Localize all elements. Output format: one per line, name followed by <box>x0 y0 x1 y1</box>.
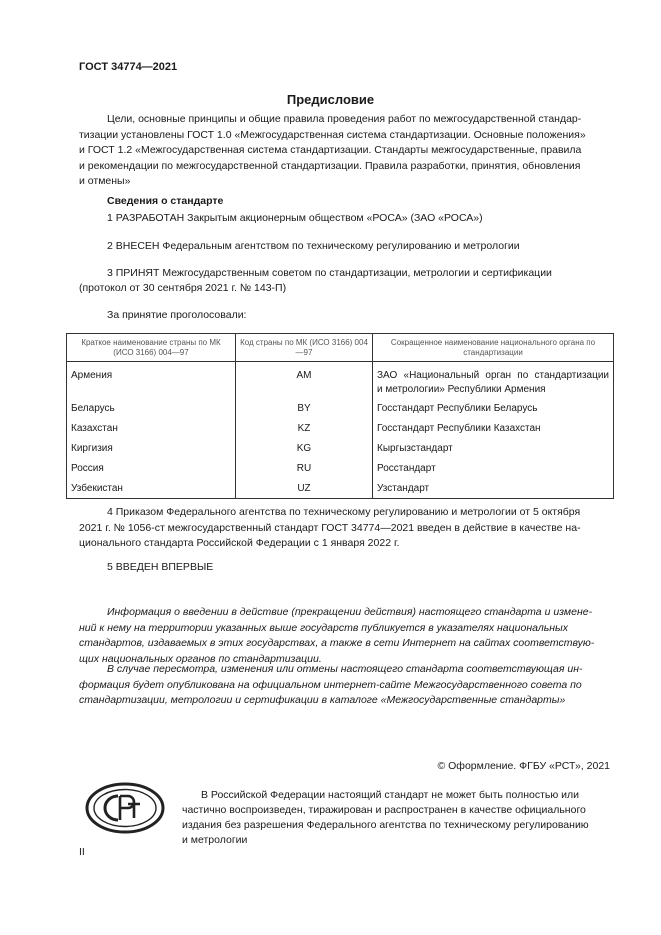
item5: 5 ВВЕДЕН ВПЕРВЫЕ <box>107 561 214 573</box>
restriction-line-4: и метрологии <box>182 834 248 846</box>
document-code: ГОСТ 34774—2021 <box>79 61 178 73</box>
table-row <box>67 417 614 437</box>
voted-label: За принятие проголосовали: <box>107 309 247 321</box>
section-title: Предисловие <box>286 92 375 107</box>
copyright: © Оформление. ФГБУ «РСТ», 2021 <box>437 760 610 772</box>
table-cell-body: Госстандарт Республики Беларусь <box>373 397 614 417</box>
notice-p2-line-1: В случае пересмотра, изменения или отмены настоящего стандарта соответствующая ин- <box>107 663 583 675</box>
item-adopted-line-2: (протокол от 30 сентября 2021 г. № 143-П) <box>79 282 287 294</box>
intro-line-4: и рекомендации по межгосударственной стандартизации. Правила разработки, принятия, обновления <box>79 159 581 172</box>
table-row <box>67 477 614 499</box>
notice-p1-line-3: стандартов, издаваемых в этих государствах, а также в сети Интернет на сайтах соответствую- <box>79 637 595 649</box>
table-cell-code: AM <box>236 362 373 398</box>
table-cell-body: Госстандарт Республики Казахстан <box>373 417 614 437</box>
item-developed: 1 РАЗРАБОТАН Закрытым акционерным обществом «РОСА» (ЗАО «РОСА») <box>107 212 483 224</box>
table-header-body: Сокращенное наименование национального органа по стандартизации <box>373 334 614 362</box>
table-row <box>67 457 614 477</box>
table-row <box>67 437 614 457</box>
notice-p2-line-2: формация будет опубликована на официальном интернет-сайте Межгосударственного совета по <box>79 678 582 691</box>
gost-r-logo-icon <box>84 782 166 834</box>
table-cell-code: KZ <box>236 417 373 437</box>
table-row <box>67 362 614 398</box>
table-cell-code: KG <box>236 437 373 457</box>
table-header-country: Краткое наименование страны по МК (ИСО 3166) 004—97 <box>67 334 236 362</box>
item4-line-3: ционального стандарта Российской Федерации с 1 января 2022 г. <box>79 537 400 549</box>
table-header-row <box>67 334 614 362</box>
intro-line-2: тизации установлены ГОСТ 1.0 «Межгосударственная система стандартизации. Основные положения» <box>79 128 586 141</box>
page-number: II <box>79 846 85 858</box>
notice-p1-line-2: ний к нему на территории указанных выше государств публикуется в указателях национальных <box>79 621 569 634</box>
table-cell-country: Киргизия <box>67 437 236 457</box>
item4-line-1: 4 Приказом Федерального агентства по техническому регулированию и метрологии от 5 октября <box>107 506 581 518</box>
restriction-line-3: издания без разрешения Федерального агентства по техническому регулированию <box>182 819 589 831</box>
table-row <box>67 397 614 417</box>
voting-table <box>66 333 614 499</box>
table-cell-body-line-2: и метрологии» Республики Армения <box>377 384 546 395</box>
item-submitted: 2 ВНЕСЕН Федеральным агентством по техническому регулированию и метрологии <box>107 240 520 252</box>
intro-line-3: и ГОСТ 1.2 «Межгосударственная система стандартизации. Стандарты межгосударственные, правила <box>79 144 582 156</box>
item-adopted-line-1: 3 ПРИНЯТ Межгосударственным советом по стандартизации, метрологии и сертификации <box>107 267 552 279</box>
restriction-line-2: частично воспроизведен, тиражирован и распространен в качестве официального <box>182 804 586 816</box>
table-cell-country: Армения <box>67 362 236 398</box>
table-cell-code: UZ <box>236 477 373 499</box>
info-heading: Сведения о стандарте <box>107 195 224 207</box>
table-cell-body-line-1: ЗАО «Национальный орган по стандартизации <box>377 370 609 381</box>
table-cell-body: Росстандарт <box>373 457 614 477</box>
table-cell-code: BY <box>236 397 373 417</box>
item4-line-2: 2021 г. № 1056-ст межгосударственный стандарт ГОСТ 34774—2021 введен в действие в качестве на- <box>79 521 581 534</box>
notice-p2-line-3: стандартизации, метрологии и сертификации в каталоге «Межгосударственные стандарты» <box>79 694 566 706</box>
intro-line-5: и отмены» <box>79 175 131 187</box>
table-cell-country: Казахстан <box>67 417 236 437</box>
restriction-line-1: В Российской Федерации настоящий стандарт не может быть полностью или <box>201 789 580 801</box>
intro-line-1: Цели, основные принципы и общие правила проведения работ по межгосударственной стандар- <box>107 113 582 125</box>
table-cell-body <box>373 362 614 398</box>
notice-p1-line-4: щих национальных органов по стандартизации. <box>79 652 322 665</box>
table-cell-code: RU <box>236 457 373 477</box>
table-cell-country: Россия <box>67 457 236 477</box>
table-cell-country: Узбекистан <box>67 477 236 499</box>
table-cell-body: Кыргызстандарт <box>373 437 614 457</box>
table-cell-country: Беларусь <box>67 397 236 417</box>
notice-p1-line-1: Информация о введении в действие (прекращении действия) настоящего стандарта и измене- <box>107 606 593 618</box>
table-cell-body: Узстандарт <box>373 477 614 499</box>
table-header-code: Код страны по МК (ИСО 3166) 004—97 <box>236 334 373 362</box>
